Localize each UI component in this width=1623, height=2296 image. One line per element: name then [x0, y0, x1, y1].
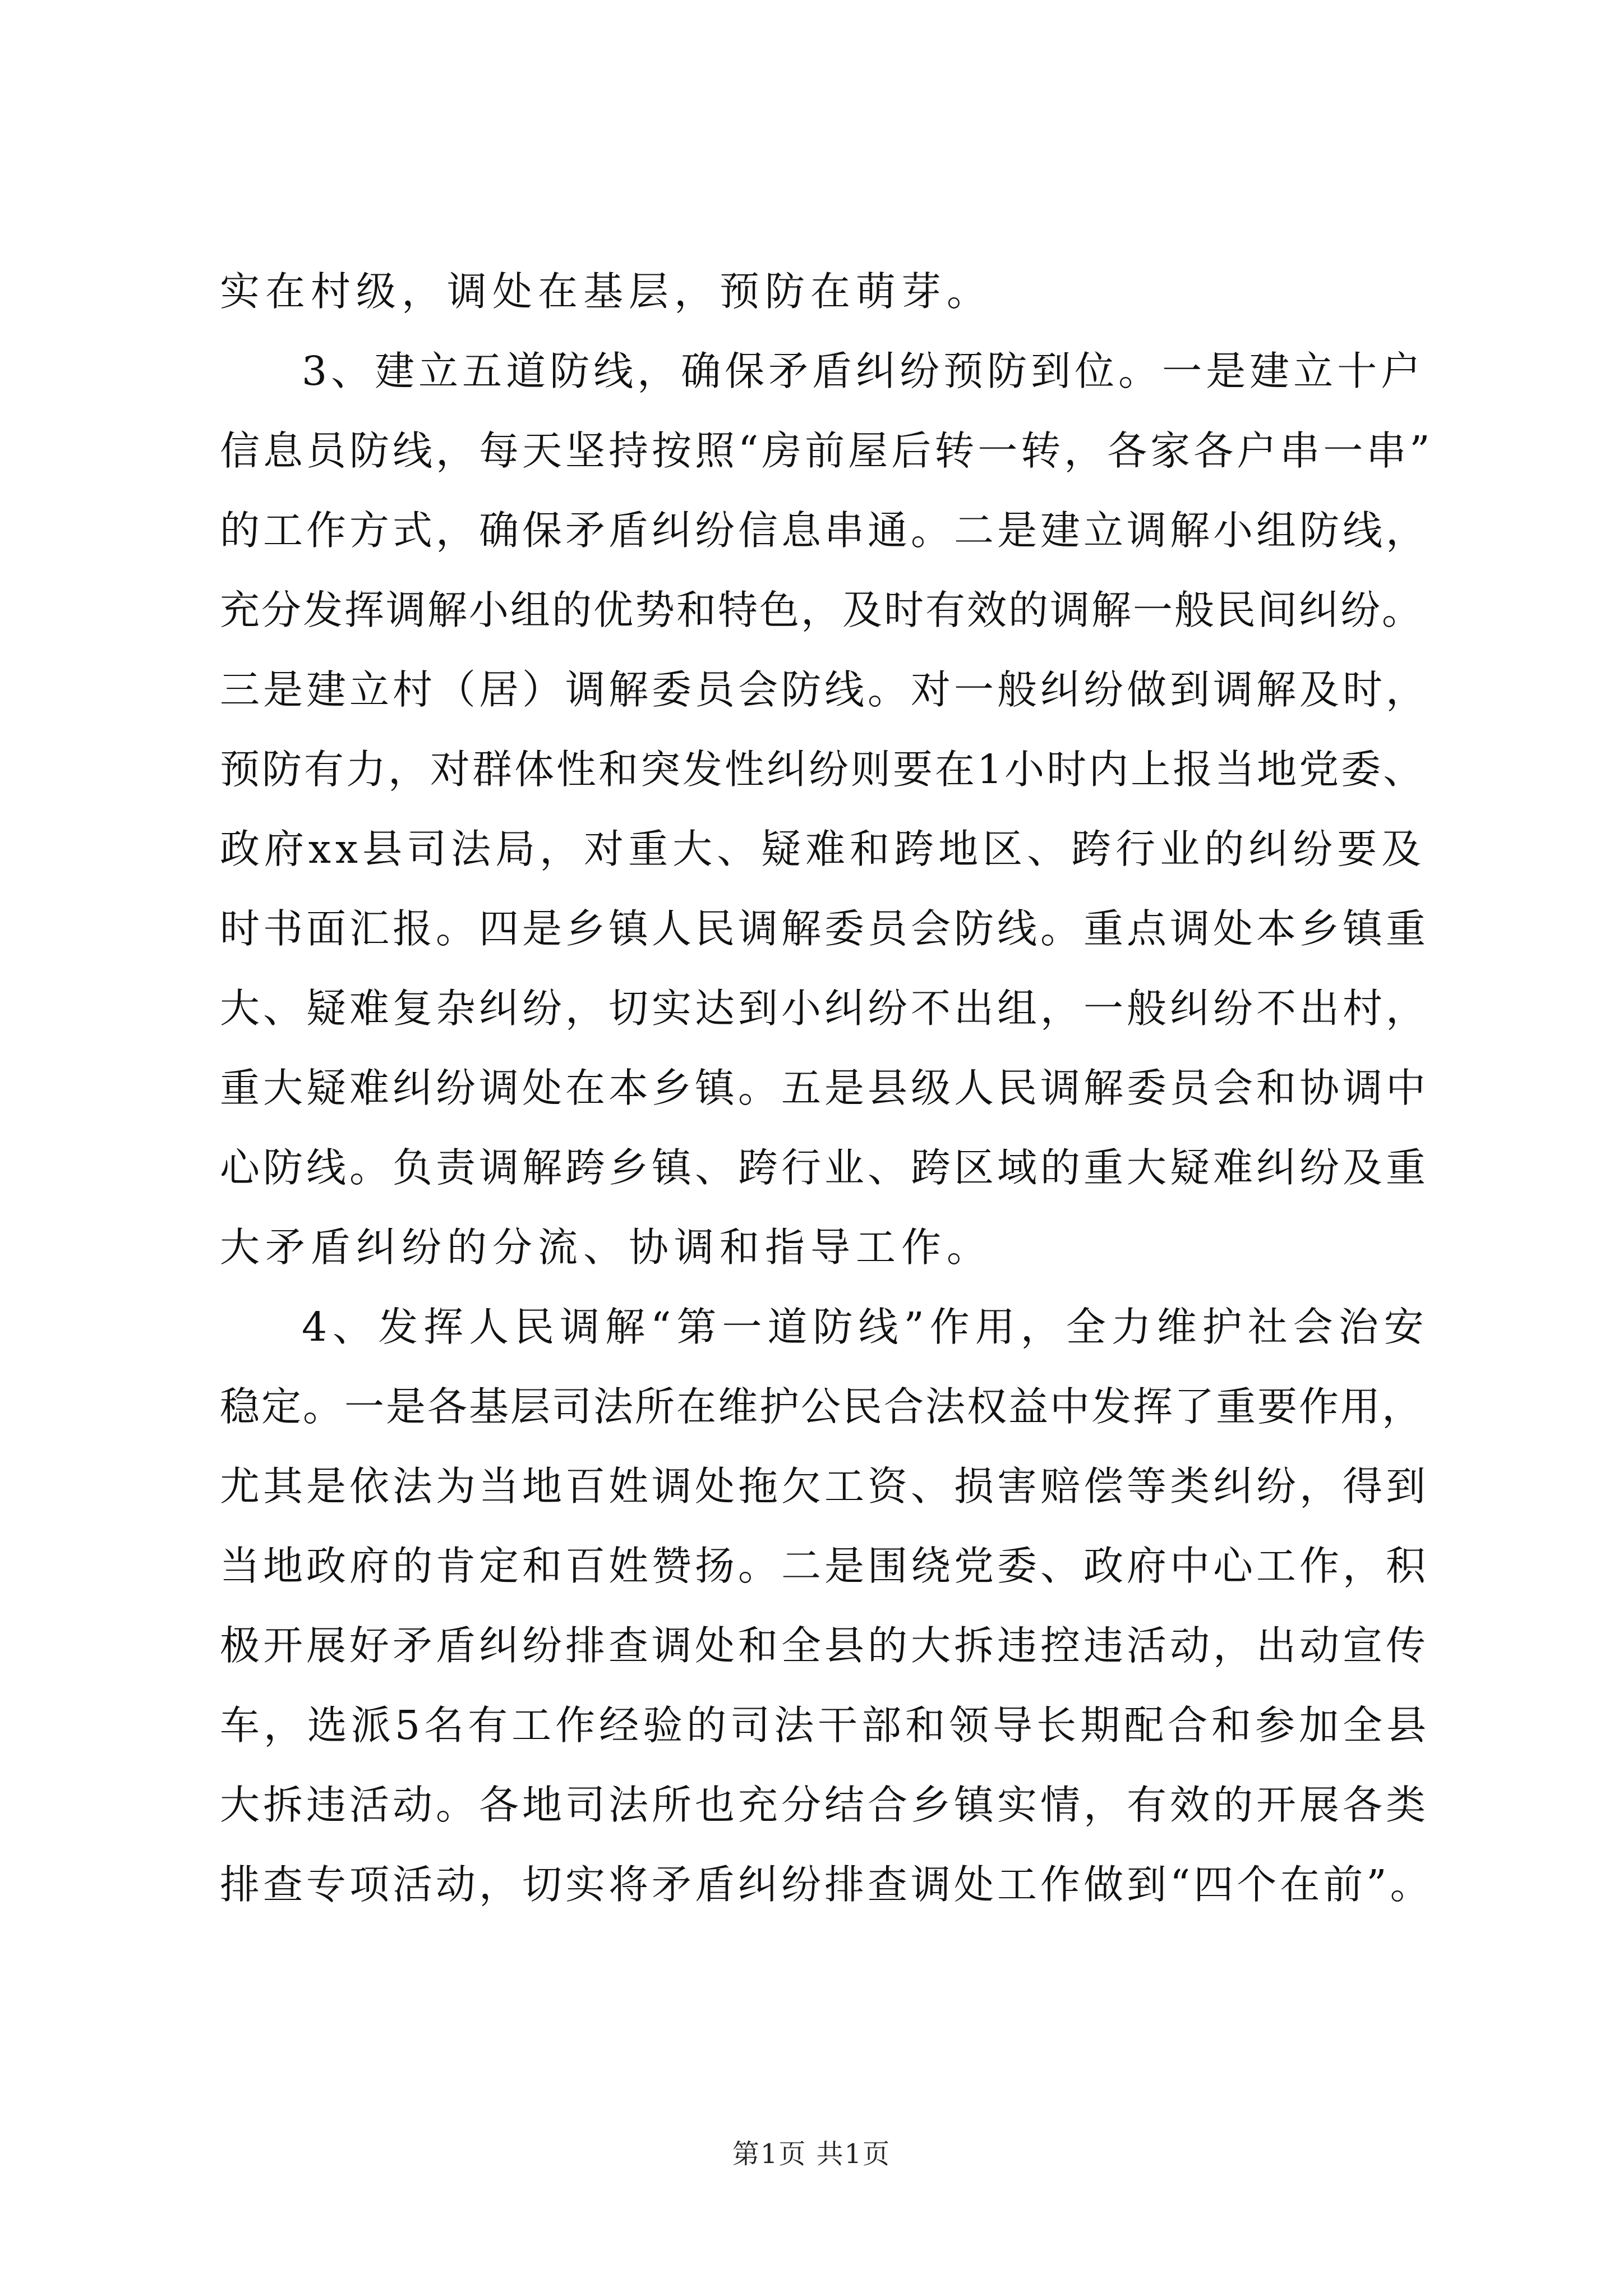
text-line: 4、发挥人民调解“第一道防线”作用，全力维护社会治安 [302, 1304, 1430, 1350]
text-line: 大、疑难复杂纠纷，切实达到小纠纷不出组，一般纠纷不出村， [220, 985, 1430, 1032]
text-line: 大拆违活动。各地司法所也充分结合乡镇实情，有效的开展各类 [220, 1782, 1430, 1828]
text-line: 稳定。一是各基层司法所在维护公民合法权益中发挥了重要作用， [220, 1383, 1424, 1430]
text-line: 三是建立村（居）调解委员会防线。对一般纠纷做到调解及时， [220, 666, 1430, 713]
text-line: 充分发挥调解小组的优势和特色，及时有效的调解一般民间纠纷。 [220, 587, 1424, 633]
text-line: 预防有力，对群体性和突发性纠纷则要在1小时内上报当地党委、 [220, 746, 1426, 793]
text-line: 大矛盾纠纷的分流、协调和指导工作。 [220, 1224, 993, 1271]
text-line: 信息员防线，每天坚持按照“房前屋后转一转，各家各户串一串” [220, 427, 1433, 474]
text-line: 当地政府的肯定和百姓赞扬。二是围绕党委、政府中心工作，积 [220, 1543, 1430, 1589]
text-line: 的工作方式，确保矛盾纠纷信息串通。二是建立调解小组防线， [220, 507, 1430, 554]
text-line: 车，选派5名有工作经验的司法干部和领导长期配合和参加全县 [220, 1702, 1431, 1749]
text-line: 政府xx县司法局，对重大、疑难和跨地区、跨行业的纠纷要及 [220, 826, 1426, 872]
text-line: 极开展好矛盾纠纷排查调处和全县的大拆违控违活动，出动宣传 [220, 1622, 1430, 1669]
text-line: 心防线。负责调解跨乡镇、跨行业、跨区域的重大疑难纠纷及重 [220, 1144, 1430, 1191]
text-line: 时书面汇报。四是乡镇人民调解委员会防线。重点调处本乡镇重 [220, 905, 1430, 952]
text-line: 重大疑难纠纷调处在本乡镇。五是县级人民调解委员会和协调中 [220, 1065, 1430, 1111]
text-line: 尤其是依法为当地百姓调处拖欠工资、损害赔偿等类纠纷，得到 [220, 1463, 1430, 1510]
text-line: 实在村级，调处在基层，预防在萌芽。 [220, 268, 993, 315]
text-line: 3、建立五道防线，确保矛盾纠纷预防到位。一是建立十户 [302, 348, 1425, 394]
text-line: 排查专项活动，切实将矛盾纠纷排查调处工作做到“四个在前”。 [220, 1861, 1433, 1908]
page-number-footer: 第1页 共1页 [732, 2138, 891, 2170]
